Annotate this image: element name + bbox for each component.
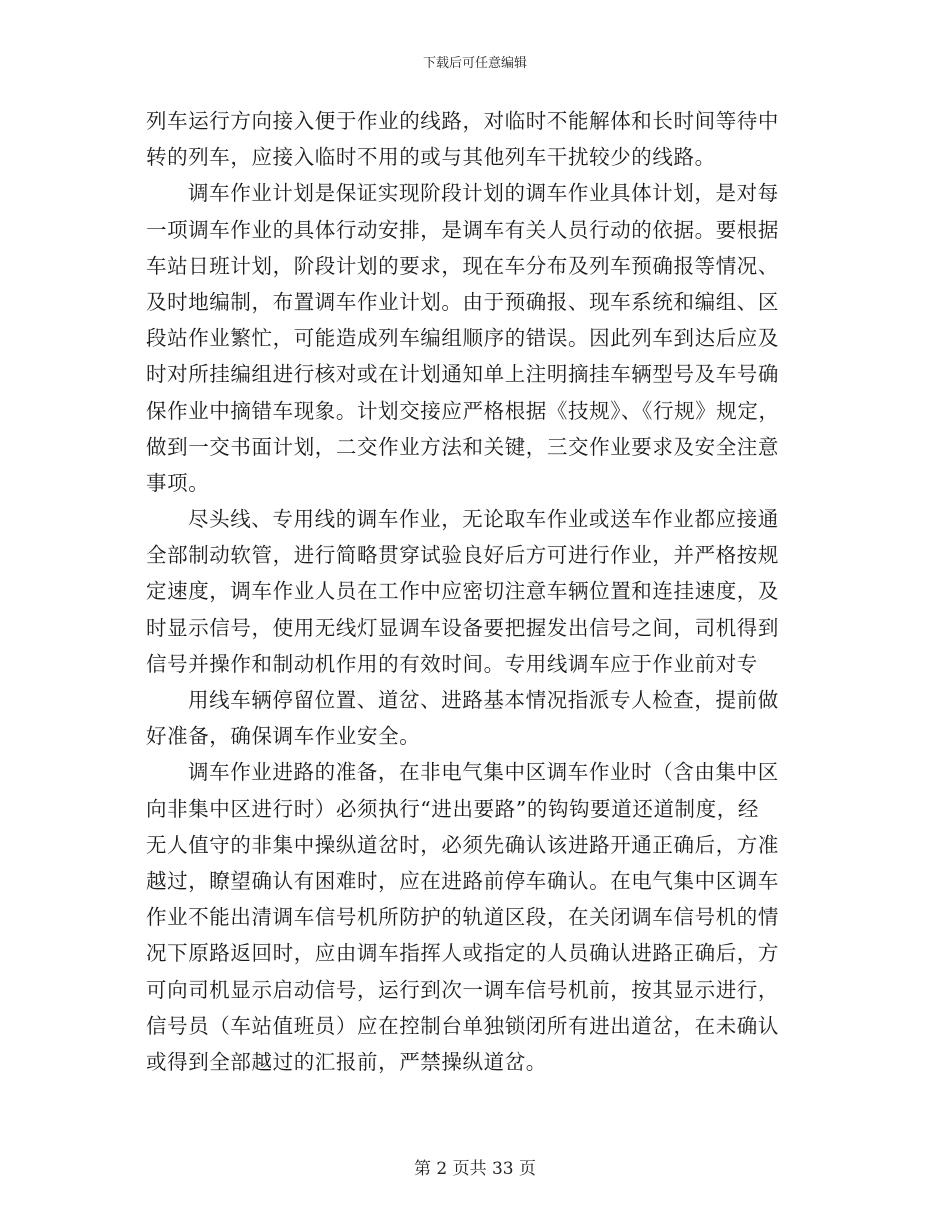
- text-line: 可向司机显示启动信号，运行到次一调车信号机前，按其显示进行，: [146, 977, 779, 1002]
- text-line: 向非集中区进行时）必须执行“进出要路”的钩钩要道还道制度，经: [146, 796, 759, 821]
- text-line: 时显示信号，使用无线灯显调车设备要把握发出信号之间，司机得到: [146, 615, 779, 640]
- text-line: 信号并操作和制动机作用的有效时间。专用线调车应于作业前对专: [146, 651, 758, 676]
- text-line: 做到一交书面计划，二交作业方法和关键，三交作业要求及安全注意: [146, 434, 779, 459]
- text-line: 好准备，确保调车作业安全。: [146, 724, 421, 749]
- text-line: 调车作业进路的准备，在非电气集中区调车作业时（含由集中区: [188, 760, 779, 785]
- text-line: 定速度，调车作业人员在工作中应密切注意车辆位置和连挂速度，及: [146, 579, 779, 604]
- page-footer: 第 2 页共 33 页: [413, 1159, 537, 1179]
- page-header: 下载后可任意编辑: [422, 56, 527, 71]
- text-line: 车站日班计划，阶段计划的要求，现在车分布及列车预确报等情况、: [146, 253, 779, 278]
- text-line: 无人值守的非集中操纵道岔时，必须先确认该进路开通正确后，方准: [146, 832, 779, 857]
- text-line: 调车作业计划是保证实现阶段计划的调车作业具体计划，是对每: [188, 181, 779, 206]
- text-line: 全部制动软管，进行简略贯穿试验良好后方可进行作业，并严格按规: [146, 543, 779, 568]
- text-line: 或得到全部越过的汇报前，严禁操纵道岔。: [146, 1049, 547, 1074]
- text-line: 保作业中摘错车现象。计划交接应严格根据《技规》、《行规》规定，: [146, 398, 780, 423]
- text-line: 用线车辆停留位置、道岔、进路基本情况指派专人检查，提前做: [188, 688, 779, 712]
- text-line: 况下原路返回时，应由调车指挥人或指定的人员确认进路正确后，方: [146, 941, 779, 966]
- text-line: 及时地编制，布置调车作业计划。由于预确报、现车系统和编组、区: [146, 289, 779, 314]
- text-line: 一项调车作业的具体行动安排，是调车有关人员行动的依据。要根据: [146, 217, 779, 242]
- text-line: 尽头线、专用线的调车作业，无论取车作业或送车作业都应接通: [188, 507, 779, 532]
- text-line: 越过，瞭望确认有困难时，应在进路前停车确认。在电气集中区调车: [146, 868, 779, 893]
- document-body: [146, 103, 806, 1080]
- text-line: 作业不能出清调车信号机所防护的轨道区段，在关闭调车信号机的情: [146, 905, 779, 930]
- text-line: 信号员（车站值班员）应在控制台单独锁闭所有进出道岔，在未确认: [146, 1013, 779, 1038]
- text-line: 时对所挂编组进行核对或在计划通知单上注明摘挂车辆型号及车号确: [146, 362, 779, 387]
- text-line: 事项。: [146, 470, 210, 495]
- text-line: 转的列车，应接入临时不用的或与其他列车干扰较少的线路。: [146, 145, 716, 170]
- text-line: 列车运行方向接入便于作业的线路，对临时不能解体和长时间等待中: [146, 109, 779, 133]
- text-line: 段站作业繁忙，可能造成列车编组顺序的错误。因此列车到达后应及: [146, 326, 779, 351]
